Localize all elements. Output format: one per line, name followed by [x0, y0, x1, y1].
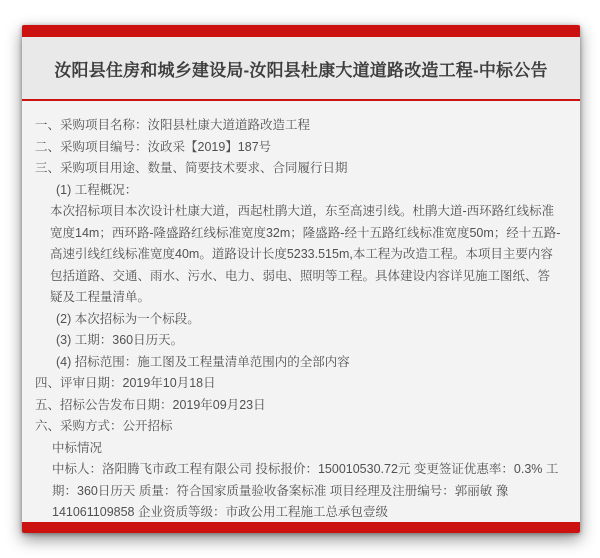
- paragraph-project-overview: 本次招标项目本次设计杜康大道，西起杜鹃大道，东至高速引线。杜鹃大道-西环路红线标准宽度14m；西环路-隆盛路红线标准宽度32m；隆盛路-经十五路红线标准宽度50m；经十五路-高速引线红线标准宽度40m。道路设计长度5233.515m,本工程为改造工程。本项目主要内容包括道路、交通、雨水、污水、电力、弱电、照明等工程。具体建设内容详见施工图纸、答疑及工程量清单。: [50, 204, 561, 304]
- item-project-name: 一、采购项目名称：汝阳县杜康大道道路改造工程: [35, 118, 311, 132]
- item-project-number: 二、采购项目编号：汝政采【2019】187号: [35, 139, 272, 154]
- announcement-body: [22, 101, 580, 522]
- label-award-status: 中标情况: [52, 440, 103, 455]
- subitem-overview-label: (1) 工程概况：: [56, 182, 138, 197]
- announcement-header: [22, 37, 580, 101]
- top-red-bar: [22, 25, 580, 37]
- bottom-red-bar: [22, 522, 580, 533]
- item-project-requirements: 三、采购项目用途、数量、简要技术要求、合同履行日期: [35, 161, 348, 175]
- announcement-title: 汝阳县住房和城乡建设局-汝阳县杜康大道道路改造工程-中标公告: [54, 60, 548, 80]
- item-announcement-date: 五、招标公告发布日期：2019年09月23日: [35, 397, 266, 412]
- announcement-card: [22, 25, 580, 533]
- paragraph-award-details: 中标人：洛阳腾飞市政工程有限公司 投标报价：150010530.72元 变更签证优惠率：0.3% 工期：360日历天 质量：符合国家质量验收备案标准 项目经理及注册编号：郭丽敏 豫141061109858 企业资质等级：市政公用工程施工总承包壹级: [52, 462, 559, 519]
- subitem-duration: (3) 工期：360日历天。: [56, 333, 184, 347]
- subitem-bid-scope: (4) 招标范围：施工图及工程量清单范围内的全部内容: [56, 354, 350, 369]
- item-review-date: 四、评审日期：2019年10月18日: [35, 376, 216, 390]
- item-procurement-method: 六、采购方式：公开招标: [35, 419, 173, 433]
- subitem-single-section: (2) 本次招标为一个标段。: [56, 311, 200, 326]
